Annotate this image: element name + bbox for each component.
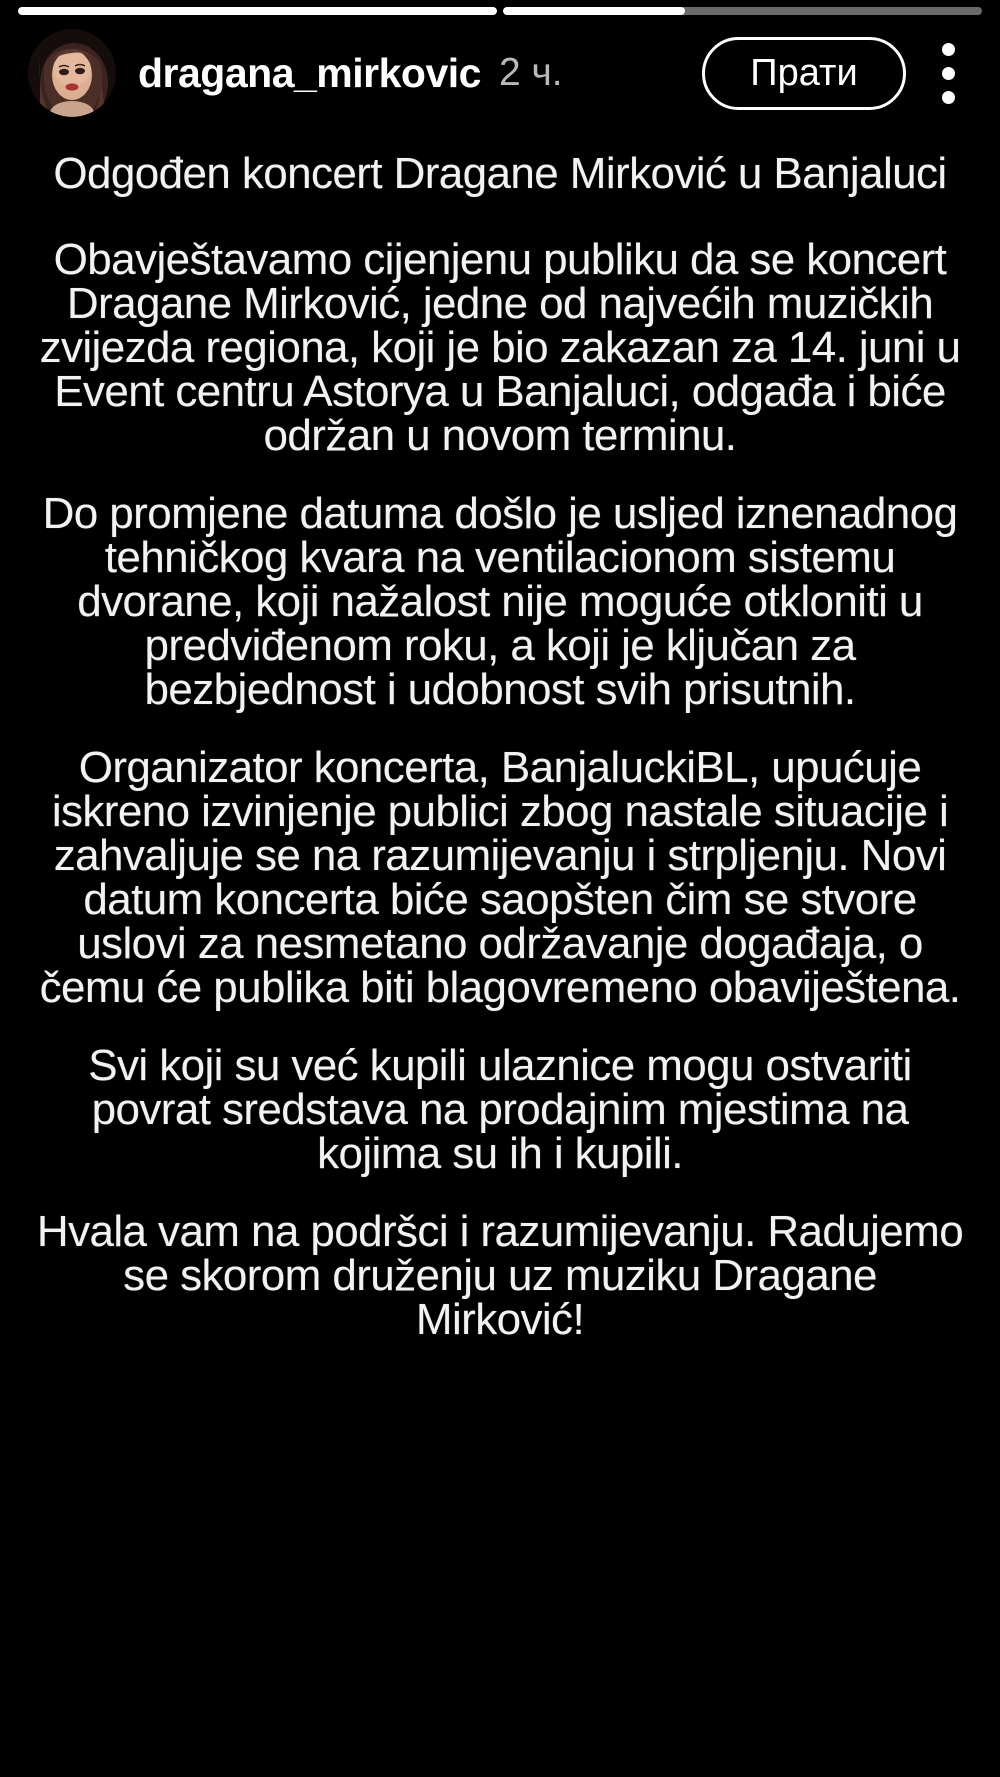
story-paragraph-3: Organizator koncerta, BanjaluckiBL, upućuje iskreno izvinjenje publici zbog nastale situacije i zahvaljuje se na razumijevanju i strpljenju. Novi datum koncerta biće saopšten čim se stvore uslovi za nesmetano održavanje događaja, o čemu će publika biti blagovremeno obaviještena.	[39, 743, 961, 1012]
story-progress-fill-2	[503, 7, 685, 15]
story-header	[0, 28, 1000, 118]
story-progress-segment-2[interactable]	[503, 7, 982, 15]
more-dot	[942, 91, 955, 104]
more-dot	[942, 67, 955, 80]
story-progress-segment-1[interactable]	[18, 7, 497, 15]
follow-button[interactable]: Прати	[702, 37, 906, 110]
story-paragraph-4: Svi koji su već kupili ulaznice mogu ostvariti povrat sredstava na prodajnim mjestima na kojima su ih i kupili.	[88, 1041, 912, 1178]
story-paragraph-2: Do promjene datuma došlo je usljed iznenadnog tehničkog kvara na ventilacionom sistemu dvorane, koji nažalost nije moguće otkloniti u predviđenom roku, a koji je ključan za bezbjednost i udobnost svih prisutnih.	[42, 489, 958, 714]
story-progress-bars	[18, 7, 982, 15]
story-paragraph-closing: Hvala vam na podršci i razumijevanju. Radujemo se skorom druženju uz muziku Dragane Mirković!	[36, 1207, 964, 1344]
more-vertical-icon[interactable]	[918, 29, 978, 117]
story-paragraph-title: Odgođen koncert Dragane Mirković u Banjaluci	[53, 149, 947, 198]
story-progress-fill-1	[18, 7, 497, 15]
avatar[interactable]	[28, 29, 116, 117]
story-text-body	[26, 149, 974, 1344]
story-timestamp: 2 ч.	[498, 51, 563, 94]
more-dot	[942, 43, 955, 56]
username[interactable]: dragana_mirkovic	[138, 49, 481, 96]
story-paragraph-1: Obavještavamo cijenjenu publiku da se koncert Dragane Mirković, jedne od najvećih muzičkih zvijezda regiona, koji je bio zakazan za 14. juni u Event centru Astorya u Banjaluci, odgađa i biće održan u novom terminu.	[39, 235, 961, 460]
